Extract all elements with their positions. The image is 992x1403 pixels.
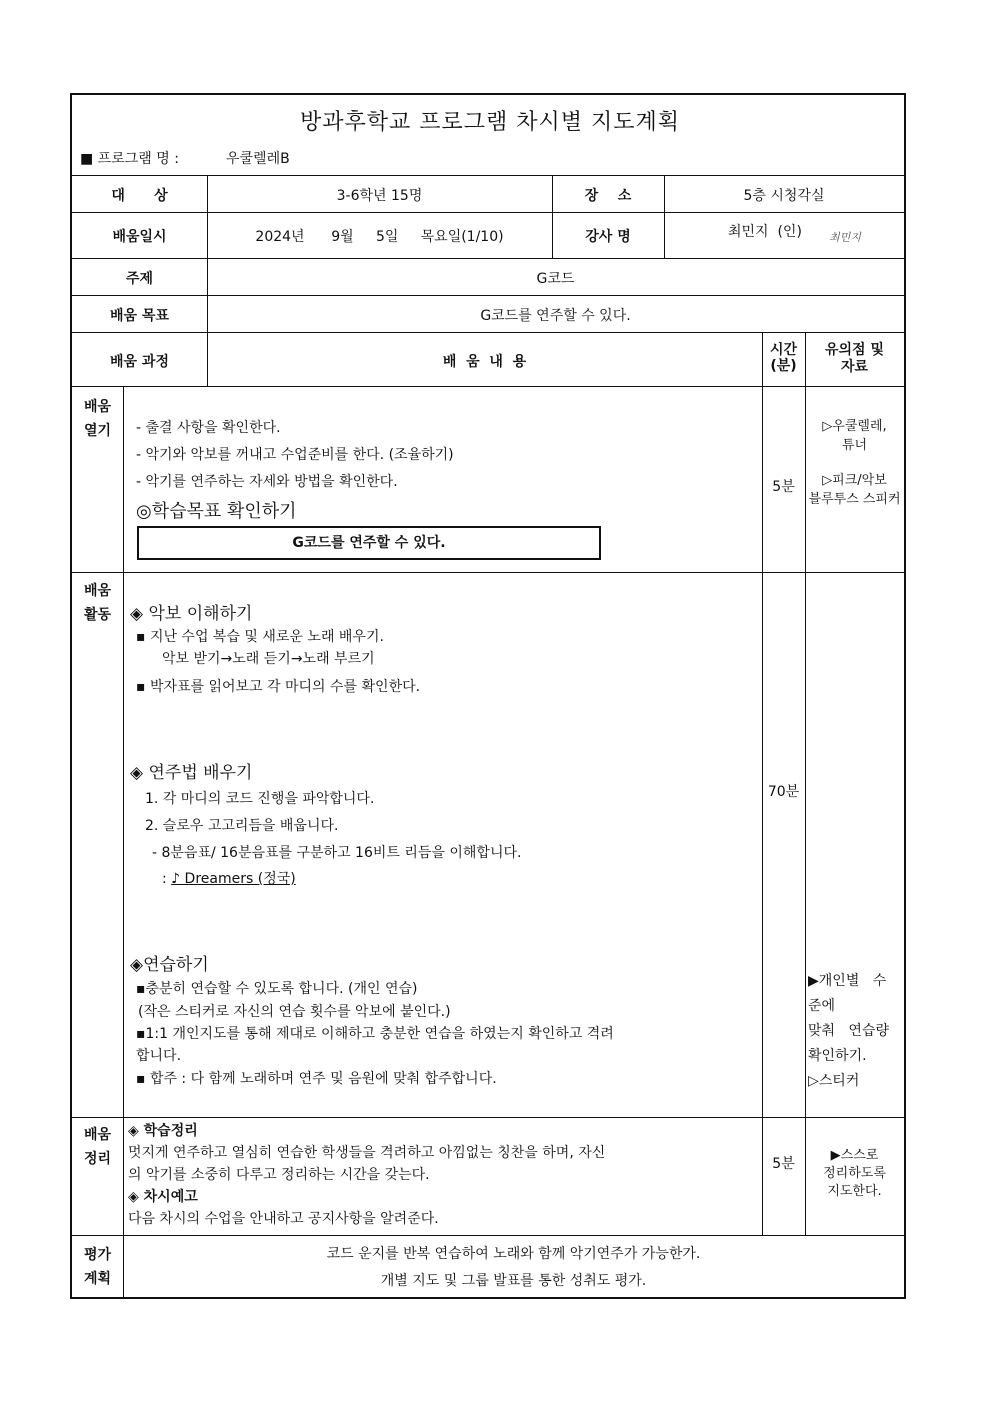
song-prefix: :	[162, 871, 167, 887]
wrap-line: 다음 차시의 수업을 안내하고 공지사항을 알려준다.	[128, 1211, 439, 1227]
open-notes	[805, 417, 904, 509]
date-value: 2024년 9월 5일 목요일(1/10)	[255, 229, 504, 245]
wrap-notes	[805, 1147, 904, 1201]
lesson-plan-table	[70, 93, 906, 1299]
section-label-line: 배움	[83, 1127, 112, 1143]
notes-header-line: 유의점 및	[825, 342, 884, 358]
technique-heading: ◈ 연주법 배우기	[130, 763, 253, 783]
open-line: - 출결 사항을 확인한다.	[136, 420, 281, 436]
divider	[72, 386, 904, 387]
understand-score-heading: ◈ 악보 이해하기	[130, 604, 253, 624]
note-line: ▷스티커	[808, 1073, 860, 1089]
note-line: 튜너	[841, 438, 868, 453]
song-title: ♪ Dreamers (정국)	[171, 871, 296, 887]
activity-line: (작은 스티커로 자신의 연습 횟수를 악보에 붙인다.)	[138, 1004, 451, 1020]
note-line: 맞춰 연습량	[808, 1023, 889, 1039]
topic-label: 주제	[125, 271, 154, 287]
note-line: ▶스스로	[830, 1148, 879, 1163]
open-line: - 악기와 악보를 꺼내고 수업준비를 한다. (조율하기)	[136, 447, 454, 463]
activity-line: 1. 각 마디의 코드 진행을 파악합니다.	[145, 791, 375, 807]
divider	[72, 212, 904, 213]
practice-heading: ◈연습하기	[130, 955, 209, 975]
section-label-line: 배움	[83, 399, 112, 415]
goal-box: G코드를 연주할 수 있다.	[137, 526, 601, 560]
section-label-line: 정리	[83, 1151, 112, 1167]
activity-line: 2. 슬로우 고고리듬을 배웁니다.	[145, 818, 339, 834]
time-header-line: 시간	[769, 342, 798, 358]
section-label-line: 배움	[83, 583, 112, 599]
divider	[123, 386, 124, 1299]
divider	[72, 332, 904, 333]
divider	[72, 572, 904, 573]
date-label: 배움일시	[112, 229, 167, 245]
section-label-line: 열기	[83, 423, 112, 439]
activity-line: 악보 받기→노래 듣기→노래 부르기	[162, 651, 375, 667]
activity-section-label	[72, 579, 123, 627]
goal-label: 배움 목표	[110, 308, 169, 324]
program-name: 우쿨렐레B	[226, 151, 290, 167]
goal-check-heading: ◎학습목표 확인하기	[136, 501, 297, 522]
summary-heading: ◈ 학습정리	[128, 1123, 198, 1139]
section-label-line: 평가	[83, 1247, 112, 1263]
note-line: ▷우쿨렐레,	[822, 419, 887, 434]
divider	[72, 295, 904, 296]
note-line: ▷피크/악보	[822, 473, 887, 488]
activity-line: 합니다.	[136, 1048, 182, 1064]
teacher-value: 최민지 (인)	[728, 224, 802, 240]
page-title: 방과후학교 프로그램 차시별 지도계획	[299, 110, 680, 135]
topic-value: G코드	[536, 271, 575, 287]
target-value: 3-6학년 15명	[336, 188, 423, 204]
note-line: 확인하기.	[808, 1048, 867, 1064]
divider	[72, 1235, 904, 1236]
activity-time: 70분	[767, 784, 800, 800]
eval-section-label	[72, 1243, 123, 1291]
notes-header	[805, 342, 904, 376]
note-line: 정리하도록	[823, 1166, 886, 1181]
wrap-line: 의 악기를 소중히 다루고 정리하는 시간을 갖는다.	[128, 1167, 430, 1183]
divider	[72, 175, 904, 176]
activity-line: ▪ 박자표를 읽어보고 각 마디의 수를 확인한다.	[136, 679, 421, 695]
wrap-section-label	[72, 1123, 123, 1171]
note-line: 블루투스 스피커	[808, 492, 901, 507]
divider	[72, 1117, 904, 1118]
section-label-line: 계획	[83, 1271, 112, 1287]
place-value: 5층 시청각실	[743, 188, 825, 204]
wrap-time: 5분	[772, 1156, 795, 1172]
activity-notes	[808, 969, 902, 1094]
teacher-label: 강사 명	[585, 229, 631, 245]
open-time: 5분	[772, 479, 795, 495]
process-label: 배움 과정	[110, 354, 169, 370]
section-label-line: 활동	[83, 607, 112, 623]
open-line: - 악기를 연주하는 자세와 방법을 확인한다.	[136, 474, 398, 490]
goal-value: G코드를 연주할 수 있다.	[480, 308, 631, 324]
activity-line: ▪ 지난 수업 복습 및 새로운 노래 배우기.	[136, 629, 384, 645]
eval-line: 개별 지도 및 그룹 발표를 통한 성취도 평가.	[380, 1273, 647, 1289]
note-line: ▶개인별 수	[808, 973, 887, 989]
wrap-line: 멋지게 연주하고 열심히 연습한 학생들을 격려하고 아낌없는 칭찬을 하며, 자신	[128, 1145, 606, 1161]
divider	[72, 258, 904, 259]
time-header	[762, 342, 805, 374]
content-label: 배 움 내 용	[442, 354, 527, 370]
time-header-line: (분)	[770, 358, 797, 374]
notes-header-line: 자료	[840, 359, 869, 375]
note-line: 지도한다.	[827, 1184, 882, 1199]
activity-line: ▪1:1 개인지도를 통해 제대로 이해하고 충분한 연습을 하였는지 확인하고 격려	[136, 1026, 614, 1042]
activity-line: ▪충분히 연습할 수 있도록 합니다. (개인 연습)	[136, 981, 418, 997]
target-label: 대 상	[111, 188, 168, 204]
open-section-label	[72, 395, 123, 443]
place-label: 장 소	[584, 188, 632, 204]
activity-line: - 8분음표/ 16분음표를 구분하고 16비트 리듬을 이해합니다.	[152, 845, 522, 861]
song-line	[162, 868, 296, 888]
program-label: ■ 프로그램 명 :	[80, 151, 179, 167]
activity-line: ▪ 합주 : 다 함께 노래하며 연주 및 음원에 맞춰 합주합니다.	[136, 1071, 497, 1087]
next-lesson-heading: ◈ 차시예고	[128, 1189, 198, 1205]
teacher-signature: 최민지	[829, 231, 861, 244]
note-line: 준에	[808, 998, 836, 1014]
eval-line: 코드 운지를 반복 연습하여 노래와 함께 악기연주가 가능한가.	[326, 1246, 701, 1262]
